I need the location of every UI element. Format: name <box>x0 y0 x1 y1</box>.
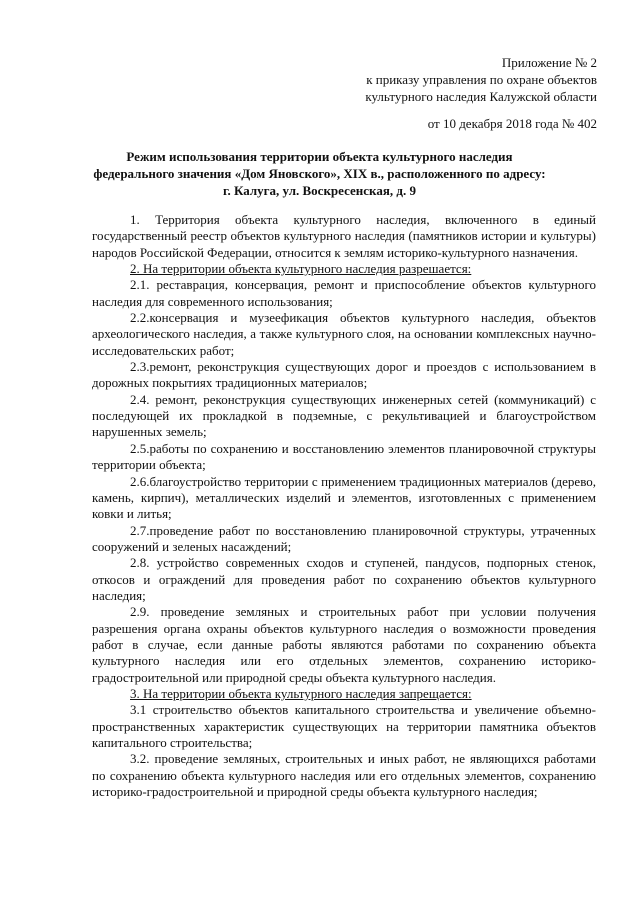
paragraph-1: 1. Территория объекта культурного наследия, включенного в единый государственный реестр объектов культурного наследия (памятников истории и культуры) народов Российской Федерации, относится к землям историко-культурного назначения. <box>92 212 596 260</box>
paragraph-2-8: 2.8. устройство современных сходов и ступеней, пандусов, подпорных стенок, откосов и ограждений для проведения работ по сохранению объектов культурного наследия; <box>92 555 596 603</box>
appendix-header <box>365 54 597 105</box>
paragraph-2-5: 2.5.работы по сохранению и восстановлению элементов планировочной структуры территории объекта; <box>92 440 596 473</box>
appendix-authority: культурного наследия Калужской области <box>365 89 597 104</box>
paragraph-2-2: 2.2.консервация и музеефикация объектов культурного наследия, объектов археологического наследия, а также культурного слоя, на основании комплексных научно-исследовательских работ; <box>92 310 596 358</box>
paragraph-3-1: 3.1 строительство объектов капитального строительства и увеличение объемно-пространственных характеристик существующих на территории памятника объектов капитального строительства; <box>92 702 596 750</box>
appendix-label: Приложение № 2 <box>501 55 597 70</box>
section-3-heading: 3. На территории объекта культурного наследия запрещается: <box>130 685 472 701</box>
document-body <box>92 212 596 800</box>
paragraph-2-7: 2.7.проведение работ по восстановлению планировочной структуры, утраченных сооружений и зеленых насаждений; <box>92 522 596 554</box>
paragraph-3-2: 3.2. проведение земляных, строительных и иных работ, не являющихся работами по сохранению объекта культурного наследия или его отдельных элементов, сохранению историко-градостроительной и природной среды объекта культурного наследия; <box>92 751 596 800</box>
appendix-order-ref: к приказу управления по охране объектов <box>366 72 597 87</box>
title-line-3: г. Калуга, ул. Воскресенская, д. 9 <box>223 183 416 198</box>
order-date-number: от 10 декабря 2018 года № 402 <box>427 116 597 131</box>
paragraph-2-6: 2.6.благоустройство территории с применением традиционных материалов (дерево, камень, кирпич), металлических изделий и элементов, изготовленных с применением ковки и литья; <box>92 473 596 522</box>
title-line-1: Режим использования территории объекта культурного наследия <box>126 149 513 164</box>
paragraph-2-3: 2.3.ремонт, реконструкция существующих дорог и проездов с использованием в дорожных покрытиях традиционных материалов; <box>92 359 596 391</box>
paragraph-2-9: 2.9. проведение земляных и строительных работ при условии получения разрешения органа охраны объектов культурного наследия о возможности проведения работ в случае, если данные работы являются работами по сохранению объекта культурного наследия или его отдельных элементов, сохранению историко-градостроительной или природной среды объекта культурного наследия. <box>92 604 596 685</box>
paragraph-2-4: 2.4. ремонт, реконструкция существующих инженерных сетей (коммуникаций) с последующей их прокладкой в подземные, с рекультивацией и благоустройством нарушенных земель; <box>92 391 596 440</box>
document-title <box>92 148 547 199</box>
title-line-2: федерального значения «Дом Яновского», XIX в., расположенного по адресу: <box>93 166 546 181</box>
section-2-heading: 2. На территории объекта культурного наследия разрешается: <box>130 261 472 277</box>
paragraph-2-1: 2.1. реставрация, консервация, ремонт и приспособление объектов культурного наследия для современного использования; <box>92 277 596 309</box>
